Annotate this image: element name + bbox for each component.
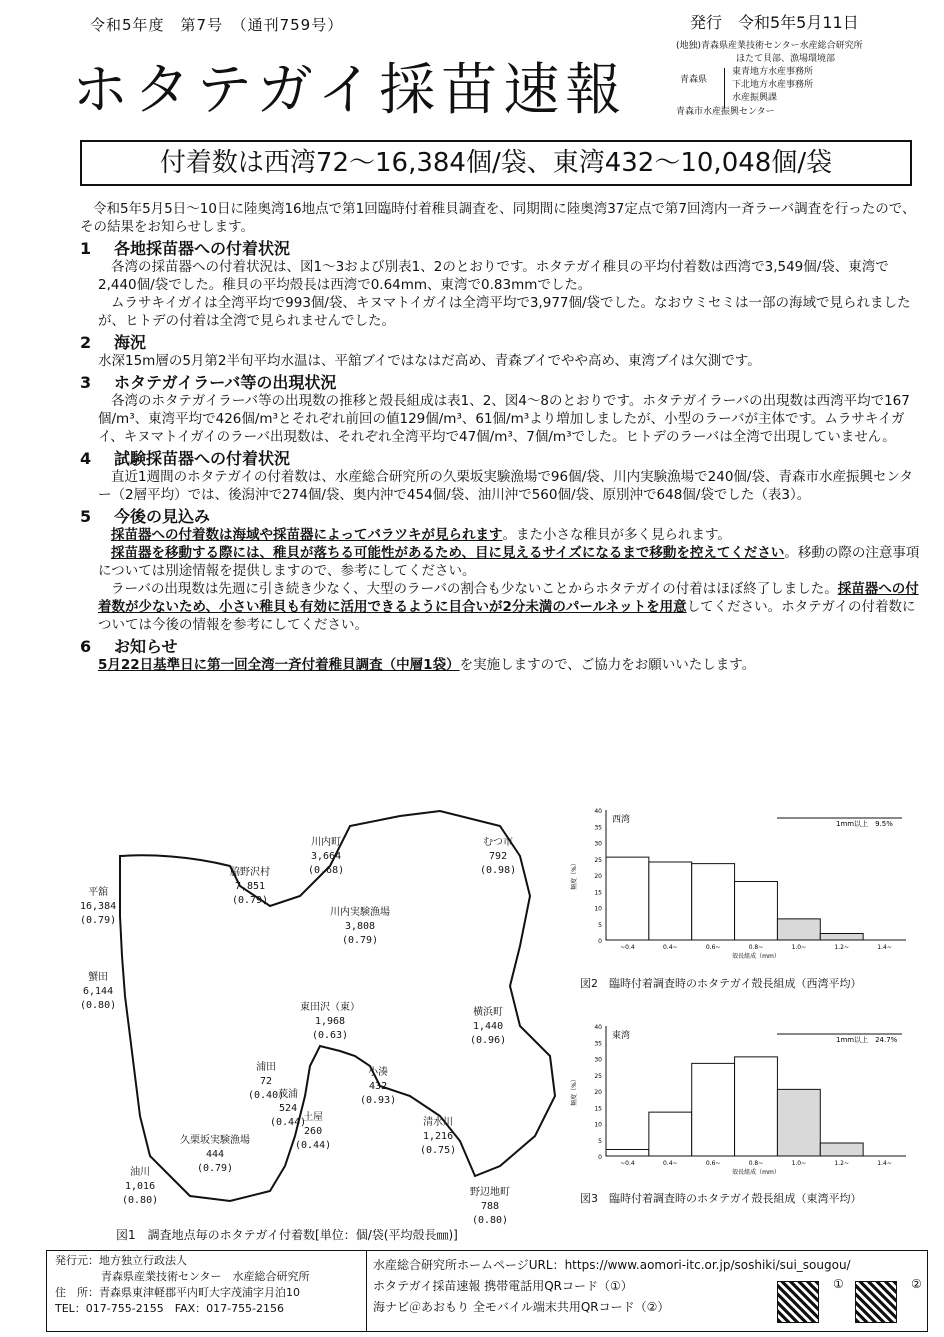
station-name: 小湊 xyxy=(368,1067,389,1078)
chart-bar xyxy=(649,862,692,940)
station-count: 1,016 xyxy=(125,1181,156,1192)
x-tick-label: 0.4~ xyxy=(662,944,678,951)
section-text: 水深15m層の5月第2半旬平均水温は、平舘ブイではなはだ高め、青森ブイでやや高め、東湾ブイは欠測です。 xyxy=(98,353,761,369)
station-count: 792 xyxy=(489,851,508,862)
chart-bar xyxy=(606,857,649,940)
y-tick-label: 35 xyxy=(594,1040,602,1048)
station-name: 野辺地町 xyxy=(470,1187,510,1198)
chart-title: 東湾 xyxy=(612,1031,631,1041)
section-heading: 1 各地採苗器への付着状況 xyxy=(80,239,291,258)
y-tick-label: 15 xyxy=(594,889,602,897)
x-axis-label: 殻長組成（mm） xyxy=(732,1169,780,1176)
station-name: 脇野沢村 xyxy=(230,867,270,878)
size-chart-west xyxy=(566,796,926,966)
station-size: (0.44) xyxy=(295,1140,332,1151)
issue-date: 発行 令和5年5月11日 xyxy=(690,13,859,32)
map-station-label xyxy=(308,836,344,878)
y-tick-label: 15 xyxy=(594,1105,602,1113)
station-count: 524 xyxy=(279,1103,298,1114)
homepage-link[interactable]: 水産総合研究所ホームページURL：https://www.aomori-itc.or.jp/soshiki/sui_sougou/ xyxy=(373,1258,851,1272)
y-tick-label: 30 xyxy=(594,1056,602,1064)
x-tick-label: 0.8~ xyxy=(748,944,764,951)
chart-bar xyxy=(692,864,735,940)
station-name: 土屋 xyxy=(303,1112,324,1123)
y-tick-label: 10 xyxy=(594,905,602,913)
publisher-block xyxy=(676,40,863,119)
station-size: (0.96) xyxy=(470,1035,507,1046)
x-tick-label: 1.0~ xyxy=(791,944,807,951)
station-size: (0.93) xyxy=(360,1095,397,1106)
station-name: 清水川 xyxy=(423,1117,454,1128)
map-station-label xyxy=(330,906,390,948)
x-tick-label: ~0.4 xyxy=(620,1160,635,1167)
map-station-label xyxy=(80,886,116,928)
qr2-text: 海ナビ＠あおもり 全モバイル端末共用QRコード（②） xyxy=(373,1300,670,1314)
x-tick-label: 1.2~ xyxy=(834,944,850,951)
station-name: 川内町 xyxy=(311,837,342,848)
y-tick-label: 5 xyxy=(598,921,602,929)
chart-bar xyxy=(735,1057,778,1156)
y-tick-label: 25 xyxy=(594,1072,602,1080)
station-size: (0.98) xyxy=(480,865,517,876)
section-heading: 2 海況 xyxy=(80,333,147,352)
station-size: (0.75) xyxy=(420,1145,457,1156)
chart-bar xyxy=(777,1089,820,1156)
station-count: 444 xyxy=(205,1149,225,1160)
station-size: (0.80) xyxy=(80,1000,117,1011)
map-station-label xyxy=(300,1001,360,1043)
chart-caption-east: 図3 臨時付着調査時のホタテガイ殻長組成（東湾平均） xyxy=(580,1192,862,1205)
y-tick-label: 20 xyxy=(594,1089,602,1096)
y-axis-label: 頻度（%） xyxy=(571,1076,578,1106)
publisher-sub: ほたて貝部、漁場環境部 xyxy=(736,54,836,64)
section-text: ムラサキイガイは全湾平均で993個/袋、キヌマトイガイは全湾平均で3,977個/袋でした。なおウミセミは一部の海域で見られましたが、ヒトデの付着は全湾で見られませんでした。 xyxy=(98,295,911,329)
issuer-address: 住 所：青森県東津軽郡平内町大字茂浦字月泊10 xyxy=(55,1286,300,1299)
x-tick-label: 0.6~ xyxy=(705,944,721,951)
x-tick-label: 0.6~ xyxy=(705,1160,721,1167)
x-tick-label: 1.2~ xyxy=(834,1160,850,1167)
station-count: 788 xyxy=(480,1201,500,1212)
map-station-label xyxy=(420,1116,456,1158)
station-size: (0.40) xyxy=(248,1090,285,1101)
chart-bar xyxy=(606,1150,649,1157)
footer-issuer xyxy=(47,1251,367,1331)
map-station-label xyxy=(80,971,116,1013)
y-tick-label: 35 xyxy=(594,824,602,832)
x-tick-label: 1.0~ xyxy=(791,1160,807,1167)
station-count: 3,808 xyxy=(344,921,376,932)
footer xyxy=(46,1250,928,1332)
station-count: 6,144 xyxy=(83,986,114,997)
station-name: 油川 xyxy=(130,1167,151,1178)
station-size: (0.80) xyxy=(122,1195,159,1206)
station-count: 1,216 xyxy=(423,1131,454,1142)
y-tick-label: 20 xyxy=(594,873,602,880)
station-count: 1,968 xyxy=(314,1016,346,1027)
station-name: 茂浦 xyxy=(278,1089,299,1100)
chart-annotation: 1mm以上 24.7% xyxy=(836,1036,898,1044)
y-axis-label: 頻度（%） xyxy=(571,860,578,890)
section-heading: 6 お知らせ xyxy=(80,637,178,656)
map-station-label xyxy=(180,1134,250,1176)
y-tick-label: 25 xyxy=(594,856,602,864)
station-name: 久栗坂実験漁場 xyxy=(180,1135,250,1146)
section-text: 直近1週間のホタテガイの付着数は、水産総合研究所の久栗坂実験漁場で96個/袋、川内実験漁場で240個/袋、青森市水産振興センター（2層平均）では、後潟沖で274個/袋、奥内沖で454個/袋、油川沖で560個/袋、原別沖で648個/袋でした（表3）。 xyxy=(98,469,913,503)
qr2-mark: ② xyxy=(911,1277,922,1291)
headline-box: 付着数は西湾72～16,384個/袋、東湾432～10,048個/袋 xyxy=(80,140,912,186)
x-tick-label: 0.8~ xyxy=(748,1160,764,1167)
x-tick-label: ~0.4 xyxy=(620,944,635,951)
map-station-label xyxy=(470,1186,510,1228)
section-text: 各湾のホタテガイラーバ等の出現数の推移と殻長組成は表1、2、図4～8のとおりです。ホタテガイラーバの出現数は西湾平均で167個/m³、東湾平均で426個/m³とそれぞれ前回の値129個/m³、61個/m³より増加しましたが、小型のラーバが主体です。ムラサキイガイ、キヌマトイガイのラーバ出現数は、それぞれ全湾平均で47個/m³、7個/m³でした。ヒトデのラーバは全湾で出現していません。 xyxy=(98,393,910,445)
chart-bar xyxy=(692,1063,735,1156)
chart-bar xyxy=(649,1112,692,1156)
publisher-main: (地独)青森県産業技術センター水産総合研究所 xyxy=(676,41,863,51)
publisher-office: 水産振興課 xyxy=(732,93,778,103)
x-tick-label: 1.4~ xyxy=(877,1160,892,1167)
station-name: 蟹田 xyxy=(88,972,109,983)
page-title: ホタテガイ採苗速報 xyxy=(72,58,628,123)
chart-bar xyxy=(777,919,820,940)
station-name: 浦田 xyxy=(256,1062,277,1073)
station-count: 260 xyxy=(304,1126,323,1137)
y-tick-label: 0 xyxy=(598,1154,602,1161)
bay-map xyxy=(80,796,560,1226)
chart-title: 西湾 xyxy=(612,815,631,825)
map-station-label xyxy=(480,836,516,878)
section-heading: 5 今後の見込み xyxy=(80,507,211,526)
section-text: 各湾の採苗器への付着状況は、図1～3および別表1、2のとおりです。ホタテガイ稚貝の平均付着数は西湾で3,549個/袋、東湾で2,440個/袋でした。稚貝の平均殻長は西湾で0.64mm、東湾で0.83mmでした。 xyxy=(98,259,889,293)
outlook-text: 採苗器を移動する際には、稚貝が落ちる可能性があるため、目に見えるサイズになるまで移動を控えてください。移動の際の注意事項については別途情報を提供しますので、参考にしてください。 xyxy=(98,545,920,579)
y-tick-label: 30 xyxy=(594,840,602,848)
chart-bar xyxy=(820,1143,863,1156)
y-tick-label: 5 xyxy=(598,1137,602,1145)
publisher-office: 下北地方水産事務所 xyxy=(732,80,814,90)
map-station-label xyxy=(470,1006,506,1048)
chart-caption-west: 図2 臨時付着調査時のホタテガイ殻長組成（西湾平均） xyxy=(580,977,862,990)
issuer-phone: TEL：017-755-2155 FAX：017-755-2156 xyxy=(55,1302,285,1315)
station-name: 東田沢（東） xyxy=(300,1002,360,1013)
issuer-org: 青森県産業技術センター 水産総合研究所 xyxy=(101,1270,310,1283)
station-count: 7,851 xyxy=(234,881,266,892)
chart-annotation: 1mm以上 9.5% xyxy=(836,820,893,828)
qr1-text: ホタテガイ採苗速報 携帯電話用QRコード（①） xyxy=(373,1279,633,1293)
intro-text: 令和5年5月5日～10日に陸奥湾16地点で第1回臨時付着稚貝調査を、同期間に陸奥湾37定点で第7回湾内一斉ラーバ調査を行ったので、その結果をお知らせします。 xyxy=(80,201,916,235)
notice-text: 5月22日基準日に第一回全湾一斉付着稚貝調査（中層1袋）を実施しますので、ご協力をお願いいたします。 xyxy=(98,657,756,673)
y-tick-label: 40 xyxy=(594,808,602,815)
chart-bar xyxy=(735,882,778,941)
map-station-label xyxy=(230,866,270,908)
publisher-pref: 青森県 xyxy=(680,75,708,85)
qr-code-icon[interactable] xyxy=(777,1281,819,1323)
size-chart-east xyxy=(566,1012,926,1182)
qr1-mark: ① xyxy=(833,1277,844,1291)
station-count: 16,384 xyxy=(80,901,117,912)
section-heading: 4 試験採苗器への付着状況 xyxy=(80,449,291,468)
station-name: むつ市 xyxy=(483,837,514,848)
station-count: 432 xyxy=(369,1081,388,1092)
station-size: (0.68) xyxy=(308,865,345,876)
outlook-text: 採苗器への付着数は海域や採苗器によってバラツキが見られます。また小さな稚貝が多く見られます。 xyxy=(111,527,731,543)
outlook-text: ラーバの出現数は先週に引き続き少なく、大型のラーバの割合も少ないことからホタテガイの付着はほぼ終了しました。採苗器への付着数が少ないため、小さい稚貝も有効に活用できるように目合いが2分未満のパールネットを用意してください。ホタテガイの付着数については今後の情報を参考にしてください。 xyxy=(98,581,919,633)
station-size: (0.80) xyxy=(471,1215,509,1226)
y-tick-label: 40 xyxy=(594,1024,602,1031)
station-name: 横浜町 xyxy=(473,1007,504,1018)
publisher-office: 東青地方水産事務所 xyxy=(732,67,814,77)
x-axis-label: 殻長組成（mm） xyxy=(732,953,780,960)
publisher-city: 青森市水産振興センター xyxy=(676,107,775,117)
x-tick-label: 0.4~ xyxy=(662,1160,678,1167)
station-size: (0.79) xyxy=(196,1163,234,1174)
station-size: (0.79) xyxy=(231,895,269,906)
map-station-label xyxy=(295,1111,331,1153)
station-count: 3,664 xyxy=(311,851,342,862)
x-tick-label: 1.4~ xyxy=(877,944,892,951)
station-count: 1,440 xyxy=(473,1021,504,1032)
station-size: (0.63) xyxy=(311,1030,349,1041)
issuer-label: 発行元：地方独立行政法人 xyxy=(55,1254,187,1267)
qr-code-icon[interactable] xyxy=(855,1281,897,1323)
station-size: (0.79) xyxy=(341,935,379,946)
map-caption: 図1 調査地点毎のホタテガイ付着数[単位：個/袋(平均殻長㎜)] xyxy=(116,1228,458,1242)
y-tick-label: 10 xyxy=(594,1121,602,1129)
issue-number: 令和5年度 第7号 （通刊759号） xyxy=(90,16,344,34)
article-body xyxy=(80,200,926,674)
section-heading: 3 ホタテガイラーバ等の出現状況 xyxy=(80,373,337,392)
station-count: 72 xyxy=(260,1076,273,1087)
chart-bar xyxy=(820,934,863,941)
map-station-label xyxy=(360,1066,396,1108)
station-name: 川内実験漁場 xyxy=(330,907,390,918)
station-name: 平舘 xyxy=(88,887,109,898)
y-tick-label: 0 xyxy=(598,938,602,945)
station-size: (0.79) xyxy=(80,915,117,926)
map-station-label xyxy=(122,1166,158,1208)
station-size: (0.44) xyxy=(270,1117,307,1128)
